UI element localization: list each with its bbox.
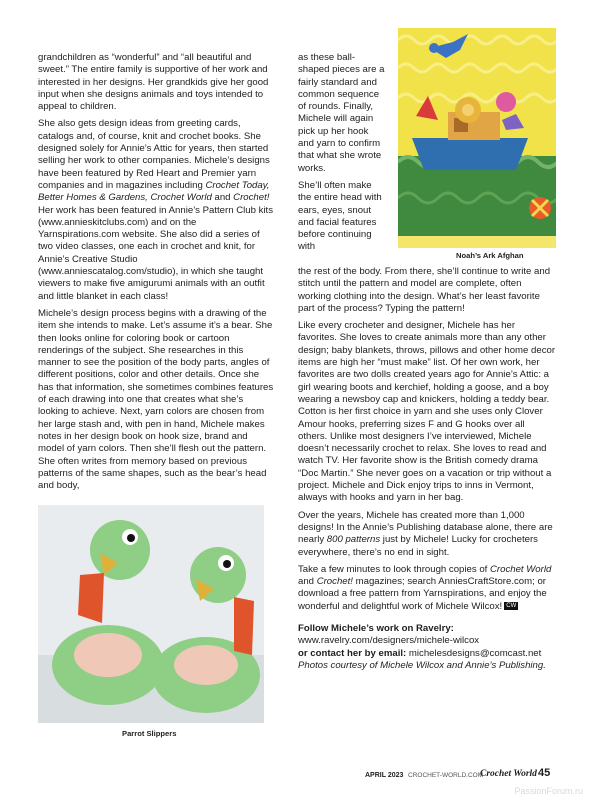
photo-credits: Photos courtesy of Michele Wilcox and Annie’s Publishing.: [298, 659, 546, 671]
email-link[interactable]: michelesdesigns@comcast.net: [406, 647, 542, 659]
slippers-caption: Parrot Slippers: [122, 729, 177, 738]
email-label: or contact her by email:: [298, 647, 407, 659]
paragraph: Michele’s design process begins with a drawing of the item she intends to make. Let’s assume it’s a bear. She then looks online for coloring book or cartoon renderings of the subject. She researches in this manner to see the position of the body parts, angles of different positions, color and other details. Once she has that information, she sometimes combines features of each drawing into one that creates what she’s looking to achieve. Next, yarn colors are chosen from her large stash and, with pen in hand, Michele makes notes in her design book on hook size, brand and model of yarn colors. Then she’ll flesh out the pattern. She often writes from memory based on previous patterns of the same shapes, such as the bear’s head and body,: [38, 307, 274, 492]
ravelry-link[interactable]: www.ravelry.com/designers/michele-wilcox: [298, 635, 480, 647]
paragraph: Over the years, Michele has created more than 1,000 designs! In the Annie’s Publishing database alone, there are nearly 800 patterns just by Michele! Lucky for crocheters everywhere, there’s no end in sight.: [298, 509, 553, 558]
article-right-column: [298, 266, 556, 677]
article-narrow-column: [298, 52, 386, 259]
paragraph: the rest of the body. From there, she’ll continue to write and stitch until the pattern and model are complete, often working clothing into the design. What’s her least favorite part of the process? Typing the pattern!: [298, 266, 551, 314]
paragraph: She also gets design ideas from greeting cards, catalogs and, of course, knit and crochet books. She designed solely for Annie’s Attic for years, then started selling her work to other companies. Michele’s designs have been featured by Red Heart and Premier yarn companies and in magazines including Crochet Today, Better Homes & Gardens, Crochet World and Crochet! Her work has been featured in Annie’s Pattern Club kits (www.annieskitclubs.com) and on the Yarnspirations.com website. She also did a series of two video classes, one each in crochet and knit, for Annie’s Creative Studio (www.anniescatalog.com/studio), in which she taught viewers to make five amigurumi animals with an outfit and little blanket in each class!: [38, 118, 273, 302]
paragraph: Take a few minutes to look through copies of Crochet World and Crochet! magazines; search AnniesCraftStore.com; or download a free pattern from Yarnspirations, and enjoy the wonderful and delightful work of Michele Wilcox! CW: [298, 563, 552, 612]
footer-magazine: Crochet World: [480, 769, 537, 779]
parrot-slippers-photo: [38, 505, 264, 723]
afghan-caption: Noah’s Ark Afghan: [456, 251, 524, 260]
paragraph: as these ball-shaped pieces are a fairly standard and common sequence of rounds. Finally, Michele will again pick up her hook and yarn to confirm that what she wrote works.: [298, 52, 385, 174]
contact-block: [298, 623, 556, 672]
page-number: 45: [538, 767, 551, 779]
end-mark: CW: [506, 603, 517, 610]
watermark: PassionForum.ru: [514, 786, 583, 796]
ravelry-label: Follow Michele’s work on Ravelry:: [298, 623, 454, 635]
footer-site: CROCHET-WORLD.COM: [408, 772, 484, 779]
article-left-column: [38, 52, 274, 497]
paragraph: grandchildren as “wonderful” and “all beautiful and sweet.” The entire family is supportive of her work and interested in her designs. Her grandkids give her good input when she designs animals and toys intended to appeal to children.: [38, 52, 269, 113]
paragraph: She’ll often make the entire head with ears, eyes, snout and facial features before continuing with: [298, 179, 382, 253]
footer-date: APRIL 2023: [365, 772, 404, 779]
paragraph: Like every crocheter and designer, Michele has her favorites. She loves to create animals more than any other design; baby blankets, throws, pillows and other home decor items are high her “must make” list. Of her own work, her favorites are two dolls created years ago for Annie’s Attic: a girl wearing boots and kerchief, holding a goose, and a boy wearing a newsboy cap and knickers, holding a teddy bear. Cotton is her first choice in yarn and she uses only Clover Amour hooks, preferring sizes F and G hooks over all others. Unlike most designers I’ve interviewed, Michele doesn’t necessarily crochet to relax. She loves to read and watch TV. Her favorite show is the British comedy drama “Doc Martin.” She never goes on a vacation or trip without a project. Michele and Dick enjoy trips to inns in Vermont, always with hooks and yarn in her bag.: [298, 320, 556, 504]
noahs-ark-afghan-photo: [398, 28, 556, 248]
